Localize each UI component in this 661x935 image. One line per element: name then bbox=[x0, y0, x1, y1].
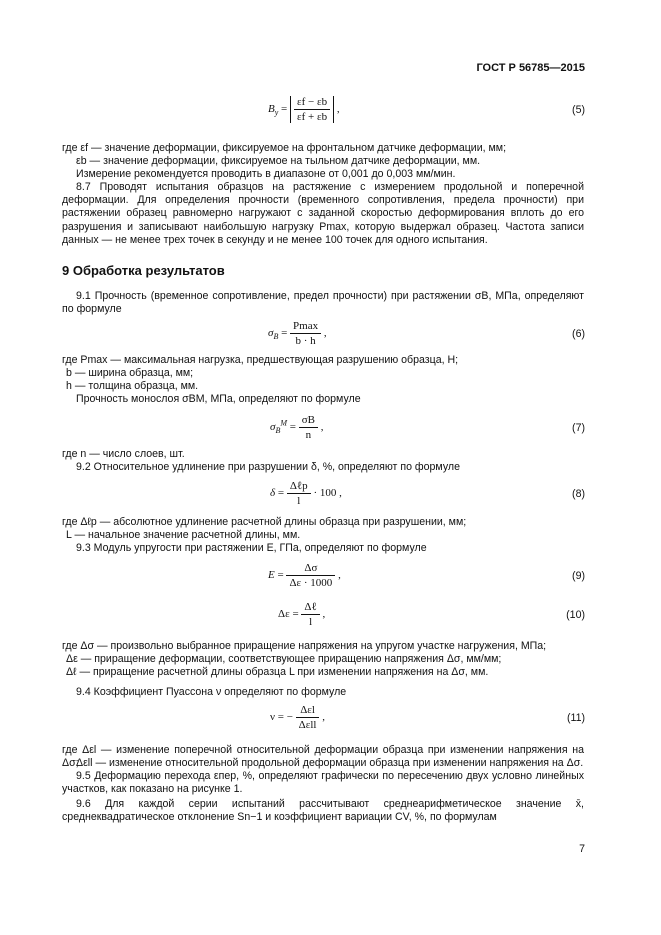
definition-pmax: где Pmax — максимальная нагрузка, предшествующая разрушению образца, Н; bbox=[62, 354, 459, 366]
paragraph-9-2: 9.2 Относительное удлинение при разрушении δ, %, определяют по формуле bbox=[76, 461, 460, 473]
monolayer-strength-text: Прочность монослоя σBM, МПа, определяют по формуле bbox=[76, 393, 361, 405]
equation-number-8: (8) bbox=[572, 488, 585, 500]
paragraph-8-7: 8.7 Проводят испытания образцов на растяжение с измерением продольной и поперечной деформации. Для определения прочности (временного сопротивления, предела прочности) при растяжении образец равномерно нагружают с заданной скоростью деформирования вплоть до его разрушения и записывают наибольшую нагрузку Pmax, которую выдержал образец. Частота записи данных — не менее трех точек в секунду и не менее 100 точек для одного испытания. bbox=[62, 181, 584, 246]
equation-number-7: (7) bbox=[572, 422, 585, 434]
definition-ef: где εf — значение деформации, фиксируемое на фронтальном датчике деформации, мм; bbox=[62, 142, 507, 154]
definition-delta-el: где Δεl — изменение поперечной относительной деформации образца при изменении напряжения на Δσ; bbox=[62, 744, 584, 770]
paragraph-9-6: 9.6 Для каждой серии испытаний рассчитывают среднеарифметическое значение x̄, среднеквадратическое отклонение Sn−1 и коэффициент вариации CV, %, по формулам bbox=[62, 798, 584, 824]
equation-number-9: (9) bbox=[572, 570, 585, 582]
document-header: ГОСТ Р 56785—2015 bbox=[476, 62, 585, 74]
definition-L: L — начальное значение расчетной длины, мм. bbox=[66, 529, 301, 541]
formula-11: ν = − $\frac{\text{Δεl}}{\text{Δεll}}$ , bbox=[270, 704, 325, 731]
definition-delta-sigma: где Δσ — произвольно выбранное приращение напряжения на упругом участке нагружения, МПа; bbox=[62, 640, 547, 652]
paragraph-9-4: 9.4 Коэффициент Пуассона ν определяют по формуле bbox=[76, 686, 347, 698]
paragraph-9-5: 9.5 Деформацию перехода εпер, %, определяют графически по пересечению двух условно линейных участков, как показано на рисунке 1. bbox=[62, 770, 584, 796]
equation-number-10: (10) bbox=[566, 609, 585, 621]
section-heading-9: 9 Обработка результатов bbox=[62, 263, 225, 278]
equation-number-6: (6) bbox=[572, 328, 585, 340]
formula-8: δ = $\frac{\text{Δℓp}}{l}$ · 100 , bbox=[270, 480, 342, 507]
formula-7: $\sigma_B^M$ = $\frac{\sigma B}{n}$ , bbox=[270, 414, 324, 441]
measurement-note: Измерение рекомендуется проводить в диапазоне от 0,001 до 0,003 мм/мин. bbox=[76, 168, 456, 180]
formula-10: Δε = $\frac{\text{Δℓ}}{l}$ , bbox=[278, 601, 326, 628]
definition-h: h — толщина образца, мм. bbox=[66, 380, 199, 392]
definition-b: b — ширина образца, мм; bbox=[66, 367, 194, 379]
definition-eb: εb — значение деформации, фиксируемое на тыльном датчике деформации, мм. bbox=[76, 155, 481, 167]
formula-6: $\sigma_B$ = $\frac{Pmax}{b \cdot h}$ , bbox=[268, 320, 327, 347]
definition-n: где n — число слоев, шт. bbox=[62, 448, 185, 460]
paragraph-9-1: 9.1 Прочность (временное сопротивление, предел прочности) при растяжении σB, МПа, определяют по формуле bbox=[62, 290, 584, 316]
definition-delta-epsilon: Δε — приращение деформации, соответствующее приращению напряжения Δσ, мм/мм; bbox=[66, 653, 502, 665]
page-number: 7 bbox=[579, 843, 585, 855]
equation-number-5: (5) bbox=[572, 104, 585, 116]
formula-5: $B_y$ = $\frac{\varepsilon f - \varepsilon b}{\varepsilon f + \varepsilon b}$ , bbox=[268, 96, 340, 123]
definition-delta-ell: Δεll — изменение относительной продольной деформации образца при изменении напряжения на Δσ. bbox=[76, 757, 584, 769]
equation-number-11: (11) bbox=[566, 712, 585, 724]
definition-delta-l: Δℓ — приращение расчетной длины образца L при изменении напряжения на Δσ, мм. bbox=[66, 666, 489, 678]
definition-delta-lp: где Δℓp — абсолютное удлинение расчетной длины образца при разрушении, мм; bbox=[62, 516, 467, 528]
paragraph-9-3: 9.3 Модуль упругости при растяжении E, ГПа, определяют по формуле bbox=[76, 542, 427, 554]
formula-9: E = $\frac{\Delta\sigma}{\Delta\varepsilon \cdot 1000}$ , bbox=[268, 562, 341, 589]
